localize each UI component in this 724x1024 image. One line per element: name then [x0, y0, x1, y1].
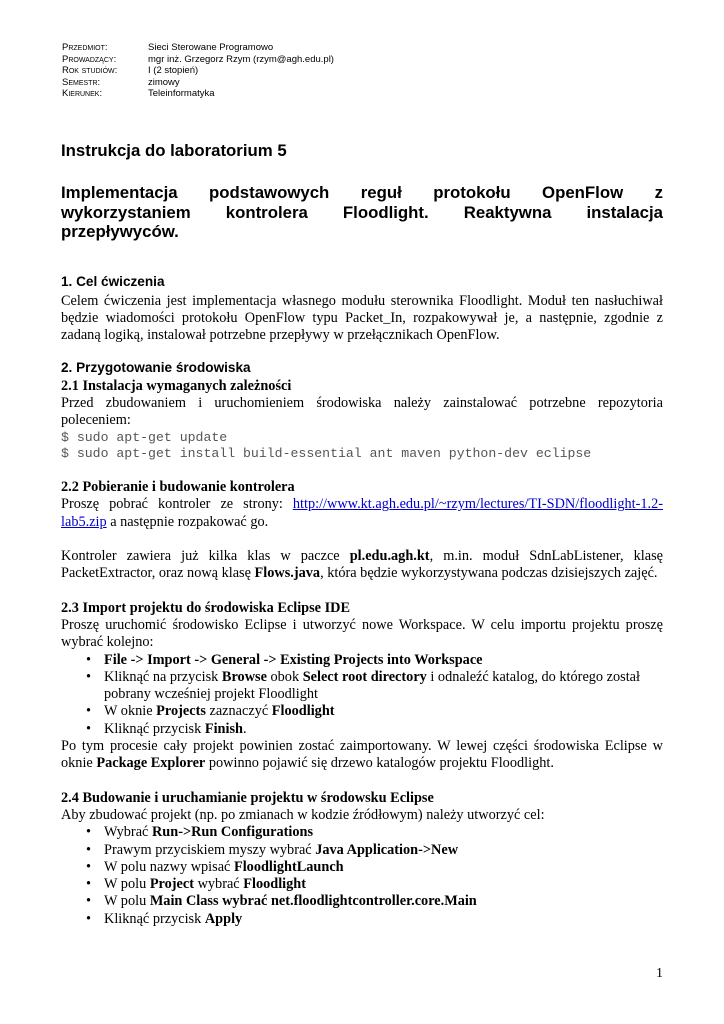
package-name: pl.edu.agh.kt [349, 548, 430, 565]
meta-row-lecturer [62, 54, 334, 66]
text-span: Wybrać [104, 824, 152, 841]
bold-term: Run->Run Configurations [151, 824, 314, 841]
bold-term: Floodlight [243, 876, 306, 893]
subsection-heading-2-3: 2.3 Import projektu do środowiska Eclipse IDE [61, 599, 351, 616]
meta-value: zimowy [148, 76, 180, 88]
section-1-text: Celem ćwiczenia jest implementacja własnego modułu sterownika Floodlight. Moduł ten nasłuchiwał będzie wiadomości protokołu OpenFlow typu Packet_In, rozpakowywał je, a następnie, zgodnie z zadaną logiką, instalował potrzebne przepływy w przełącznikach OpenFlow. [61, 292, 663, 344]
text-span: , m.in. moduł SdnLabListener, klasę PacketExtractor, oraz nową klasę [61, 548, 664, 582]
import-steps-list [61, 652, 663, 738]
list-item [61, 876, 663, 893]
bold-term: Browse [221, 668, 267, 685]
list-item [61, 652, 663, 669]
list-item [61, 703, 663, 720]
meta-value: Teleinformatyka [148, 88, 215, 99]
text-span: i odnaleźć katalog, do którego został pobrany wcześniej projekt Floodlight [104, 668, 641, 703]
class-name: Flows.java [254, 565, 321, 582]
subsection-heading-2-1: 2.1 Instalacja wymaganych zależności [61, 377, 292, 394]
text-span: W polu [104, 893, 150, 910]
text-span: Po tym procesie cały projekt powinien zostać zaimportowany. W lewej części środowiska Eclipse w oknie [61, 738, 663, 772]
text-span: zaznaczyć [205, 703, 272, 720]
list-item [61, 824, 663, 841]
bold-term: Main Class wybrać net.floodlightcontroller.core.Main [149, 893, 477, 910]
bold-term: Package Explorer [96, 755, 206, 772]
subsection-2-4-text: Aby zbudować projekt (np. po zmianach w kodzie źródłowym) należy utworzyć cel: [61, 806, 545, 823]
text-span: . [243, 720, 247, 737]
text-span: Kliknąć przycisk [104, 720, 205, 737]
controller-paragraph [61, 548, 663, 583]
bold-term: Select root directory [302, 668, 427, 685]
list-item [61, 911, 663, 928]
meta-value: mgr inż. Grzegorz Rzym (rzym@agh.edu.pl) [148, 53, 334, 65]
document-title: Instrukcja do laboratorium 5 [61, 141, 287, 160]
bold-term: Projects [156, 703, 206, 720]
document-content [61, 141, 663, 928]
list-item [61, 721, 663, 738]
text-span: Kontroler zawiera już kilka klas w paczce [61, 548, 350, 565]
meta-row-field [62, 88, 334, 100]
code-line-install: $ sudo apt-get install build-essential ant maven python-dev eclipse [61, 446, 592, 462]
list-item [61, 842, 663, 859]
meta-value: Sieci Sterowane Programowo [148, 42, 274, 53]
meta-value: I (2 stopień) [148, 65, 199, 76]
list-item [61, 669, 663, 704]
meta-row-semester [62, 77, 334, 89]
list-item [61, 859, 663, 876]
download-text-after: a następnie rozpakować go. [106, 513, 269, 530]
page-number: 1 [656, 966, 663, 981]
meta-key: Rok studiów: [62, 65, 118, 76]
subsection-heading-2-2: 2.2 Pobieranie i budowanie kontrolera [61, 479, 295, 496]
code-line-update: $ sudo apt-get update [61, 429, 228, 445]
meta-row-year [62, 65, 334, 77]
text-span: Prawym przyciskiem myszy wybrać [104, 841, 316, 858]
bold-term: Floodlight [271, 703, 335, 720]
text-span: obok [266, 668, 303, 685]
meta-key: Semestr: [62, 76, 101, 88]
bold-term: Finish [204, 720, 243, 737]
download-link[interactable]: http://www.kt.agh.edu.pl/~rzym/lectures/TI-SDN/floodlight-1.2-lab5.zip [61, 496, 663, 530]
bold-term: Java Application->New [315, 841, 459, 858]
meta-row-subject [62, 42, 334, 54]
text-span: Kliknąć na przycisk [104, 668, 222, 685]
text-span: W oknie [104, 703, 157, 720]
bold-term: Apply [204, 910, 243, 927]
text-span: powinno pojawić się drzewo katalogów projektu Floodlight. [205, 755, 554, 772]
menu-path: File -> Import -> General -> Existing Projects into Workspace [104, 651, 483, 668]
section-heading-2: 2. Przygotowanie środowiska [61, 359, 251, 375]
course-metadata [62, 42, 334, 100]
meta-key: Prowadzący: [62, 53, 117, 65]
text-span: wybrać [194, 876, 244, 893]
text-span: , która będzie wykorzystywana podczas dzisiejszych zajęć. [320, 565, 658, 582]
meta-key: Kierunek: [62, 88, 103, 99]
bold-term: Project [149, 876, 194, 893]
document-subtitle: Implementacja podstawowych reguł protokołu OpenFlow z wykorzystaniem kontrolera Floodlight. Reaktywna instalacja przepływyców. [61, 183, 663, 242]
meta-key: Przedmiot: [62, 42, 108, 53]
text-span: W polu nazwy wpisać [104, 858, 234, 875]
section-heading-1: 1. Cel ćwiczenia [61, 273, 165, 289]
list-item [61, 893, 663, 910]
text-span: W polu [104, 876, 150, 893]
download-text: Proszę pobrać kontroler ze strony: [61, 496, 293, 513]
subsection-2-3-text: Proszę uruchomić środowisko Eclipse i utworzyć nowe Workspace. W celu importu projektu proszę wybrać kolejno: [61, 616, 663, 651]
download-paragraph [61, 496, 663, 531]
import-result-paragraph [61, 738, 663, 773]
bold-term: FloodlightLaunch [233, 858, 344, 875]
build-steps-list [61, 824, 663, 928]
text-span: Kliknąć przycisk [104, 910, 205, 927]
subsection-heading-2-4: 2.4 Budowanie i uruchamianie projektu w środowsku Eclipse [61, 789, 434, 806]
subsection-2-1-text: Przed zbudowaniem i uruchomieniem środowiska należy zainstalować potrzebne repozytoria poleceniem: [61, 394, 663, 429]
